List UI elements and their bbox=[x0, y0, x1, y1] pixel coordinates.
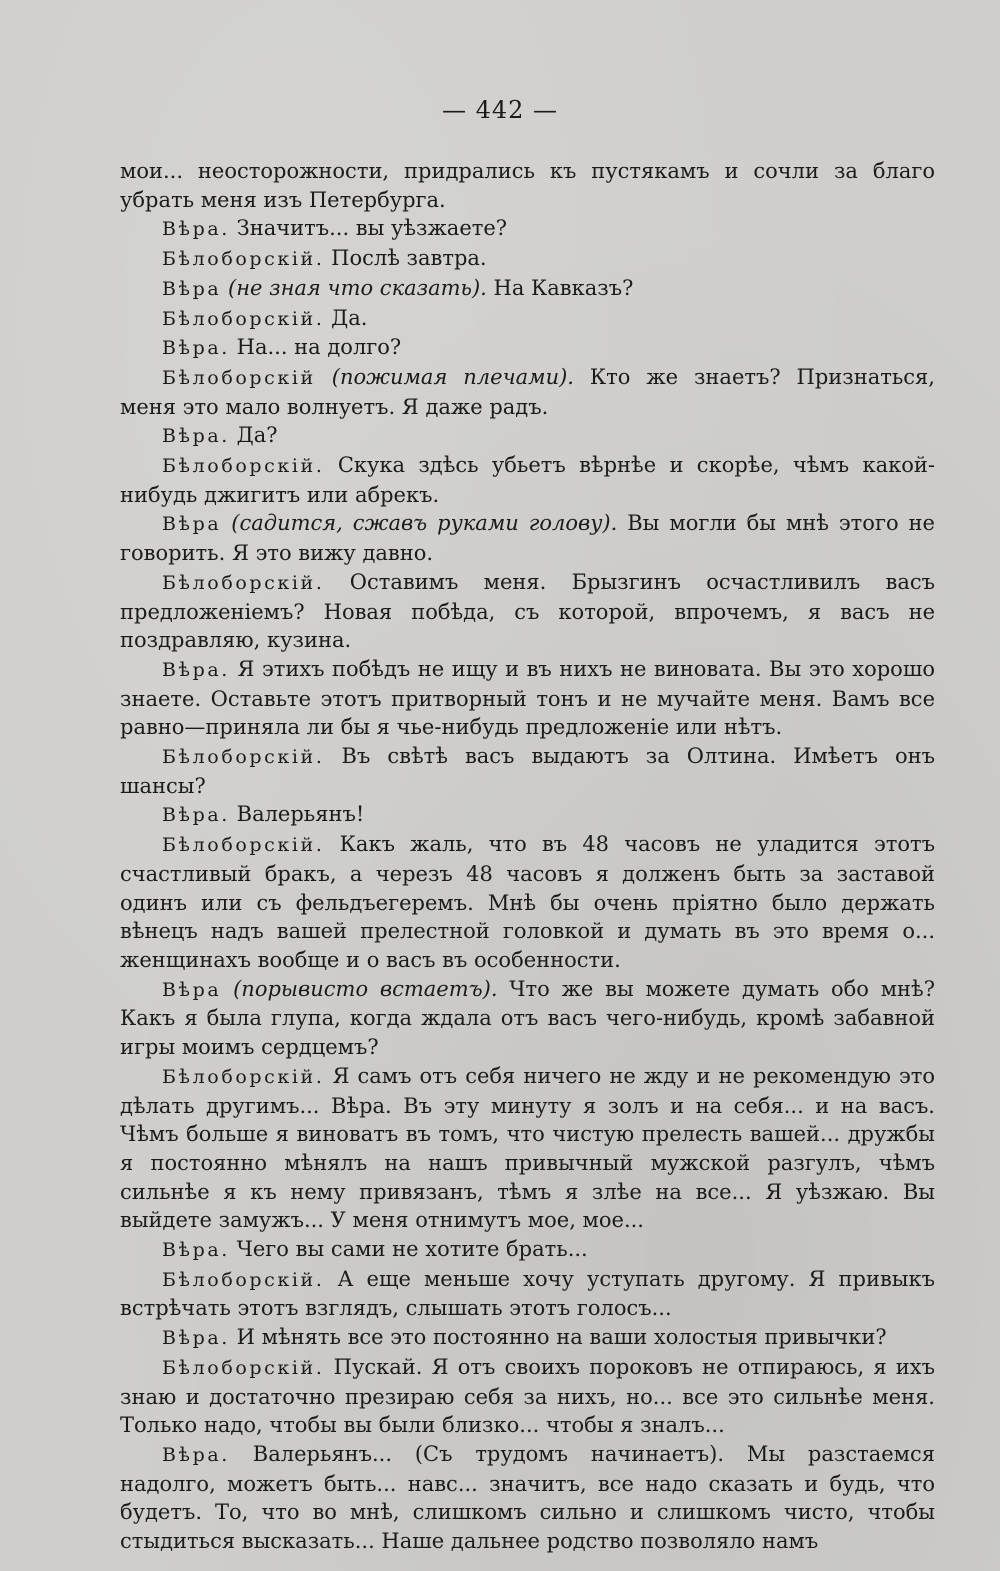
dialogue-line bbox=[120, 1323, 935, 1353]
dialogue-line bbox=[120, 568, 935, 655]
speaker-name: Вѣра bbox=[162, 978, 222, 1001]
dialogue-line bbox=[120, 830, 935, 975]
dialogue-line bbox=[120, 214, 935, 244]
speaker-name: Вѣра. bbox=[162, 218, 230, 241]
speech-text: Какъ жаль, что въ 48 часовъ не уладится этотъ счастливый бракъ, а черезъ 48 часовъ я долженъ быть за заставой одинъ или съ фельдъегеремъ. Мнѣ бы очень пріятно было держать вѣнецъ надъ вашей прелестной головкой и думать въ это время о... женщинахъ вообще и о васъ въ особенности. bbox=[120, 832, 935, 972]
speech-text: Валерьянъ... (Съ трудомъ начинаетъ). Мы разстаемся надолго, можетъ быть... навс... значитъ, все надо сказать и будь, что будетъ. То, что во мнѣ, слишкомъ сильно и слишкомъ чисто, чтобы стыдиться высказать... Наше дальнее родство позволяло намъ bbox=[120, 1441, 935, 1554]
dialogue-line bbox=[120, 244, 935, 274]
speaker-name: Вѣра. bbox=[162, 804, 230, 827]
speech-text: Чего вы сами не хотите брать... bbox=[236, 1237, 588, 1262]
speaker-name: Вѣра. bbox=[162, 1327, 230, 1350]
dialogue-line bbox=[120, 1265, 935, 1323]
dialogue-line bbox=[120, 655, 935, 742]
speaker-name: Бѣлоборскій. bbox=[162, 307, 325, 330]
speech-text: Валерьянъ! bbox=[236, 802, 365, 827]
speaker-name: Бѣлоборскій. bbox=[162, 571, 325, 594]
stage-direction: (порывисто встаетъ). bbox=[233, 976, 498, 1001]
speech-text: Я этихъ побѣдъ не ищу и въ нихъ не виновата. Вы это хорошо знаете. Оставьте этотъ притворный тонъ и не мучайте меня. Вамъ все равно—приняла ли бы я чье-нибудь предложеніе или нѣтъ. bbox=[120, 656, 935, 740]
speech-text: На Кавказъ? bbox=[493, 275, 634, 300]
speaker-name: Бѣлоборскій. bbox=[162, 834, 325, 857]
speech-text: Въ свѣтѣ васъ выдаютъ за Олтина. Имѣетъ онъ шансы? bbox=[120, 744, 935, 798]
dialogue-line bbox=[120, 975, 935, 1062]
page-number: — 442 — bbox=[441, 96, 559, 124]
speech-text: Послѣ завтра. bbox=[331, 246, 487, 271]
speech-text: мои... неосторожности, придрались къ пустякамъ и сочли за благо убрать меня изъ Петербурга. bbox=[120, 159, 935, 212]
speaker-name: Бѣлоборскій. bbox=[162, 1065, 325, 1088]
speaker-name: Вѣра bbox=[162, 277, 222, 300]
speaker-name: Вѣра. bbox=[162, 337, 230, 360]
stage-direction: (не зная что сказать). bbox=[228, 275, 487, 300]
speech-text: Что же вы можете думать обо мнѣ? Какъ я была глупа, когда ждала отъ васъ чего-нибудь, кромѣ забавной игры моимъ сердцемъ? bbox=[120, 976, 935, 1060]
dialogue-line bbox=[120, 363, 935, 421]
speaker-name: Бѣлоборскій. bbox=[162, 746, 325, 769]
speaker-name: Бѣлоборскій. bbox=[162, 248, 325, 271]
speech-text: Значитъ... вы уѣзжаете? bbox=[236, 216, 508, 241]
dialogue-line bbox=[120, 1440, 935, 1556]
speech-text: А еще меньше хочу уступать другому. Я привыкъ встрѣчать этотъ взглядъ, слышать этотъ голосъ... bbox=[120, 1266, 935, 1321]
dialogue-line bbox=[120, 451, 935, 509]
speech-text: Да? bbox=[236, 423, 278, 448]
dialogue-line bbox=[120, 509, 935, 567]
dialogue-line bbox=[120, 274, 935, 304]
speaker-name: Вѣра. bbox=[162, 425, 230, 448]
dialogue-line bbox=[120, 1062, 935, 1235]
speaker-name: Бѣлоборскій. bbox=[162, 455, 325, 478]
speech-text: На... на долго? bbox=[236, 335, 402, 360]
dialogue-line bbox=[120, 333, 935, 363]
speech-text: Да. bbox=[331, 305, 368, 330]
dialogue-line bbox=[120, 421, 935, 451]
stage-direction: (пожимая плечами). bbox=[331, 364, 574, 389]
dialogue-line bbox=[120, 304, 935, 334]
continuation-paragraph bbox=[120, 157, 935, 214]
speech-text: Вы могли бы мнѣ этого не говорить. Я это вижу давно. bbox=[120, 511, 935, 566]
dialogue-line bbox=[120, 742, 935, 800]
speech-text: Пускай. Я отъ своихъ пороковъ не отпираюсь, я ихъ знаю и достаточно презираю себя за нихъ, но... все это сильнѣе меня. Только надо, чтобы вы были близко... чтобы я зналъ... bbox=[120, 1354, 935, 1438]
speaker-name: Вѣра. bbox=[162, 1239, 230, 1262]
page-text bbox=[120, 157, 935, 1556]
speaker-name: Бѣлоборскій bbox=[162, 366, 316, 389]
stage-direction: (садится, сжавъ руками голову). bbox=[231, 511, 618, 536]
speaker-name: Вѣра bbox=[162, 513, 222, 536]
speech-text: Я самъ отъ себя ничего не жду и не рекомендую это дѣлать другимъ... Вѣра. Въ эту минуту я золъ и на себя... и на васъ. Чѣмъ больше я виноватъ въ томъ, что чистую прелесть вашей... дружбы я постоянно мѣнялъ на нашъ привычный мужской разгулъ, чѣмъ сильнѣе я къ нему привязанъ, тѣмъ я злѣе на все... Я уѣзжаю. Вы выйдете замужъ... У меня отнимутъ мое, мое... bbox=[120, 1063, 935, 1233]
speech-text: Скука здѣсь убьетъ вѣрнѣе и скорѣе, чѣмъ какой-нибудь джигитъ или абрекъ. bbox=[120, 453, 935, 507]
speech-text: Оставимъ меня. Брызгинъ осчастливилъ васъ предложеніемъ? Новая побѣда, съ которой, впрочемъ, я васъ не поздравляю, кузина. bbox=[120, 569, 935, 653]
speaker-name: Бѣлоборскій. bbox=[162, 1268, 325, 1291]
dialogue-line bbox=[120, 800, 935, 830]
speaker-name: Бѣлоборскій. bbox=[162, 1356, 325, 1379]
speaker-name: Вѣра. bbox=[162, 1443, 230, 1466]
dialogue-line bbox=[120, 1353, 935, 1440]
speaker-name: Вѣра. bbox=[162, 658, 230, 681]
speech-text: Кто же знаетъ? Признаться, меня это мало волнуетъ. Я даже радъ. bbox=[120, 364, 935, 419]
speech-text: И мѣнять все это постоянно на ваши холостыя привычки? bbox=[236, 1325, 887, 1350]
dialogue-line bbox=[120, 1235, 935, 1265]
